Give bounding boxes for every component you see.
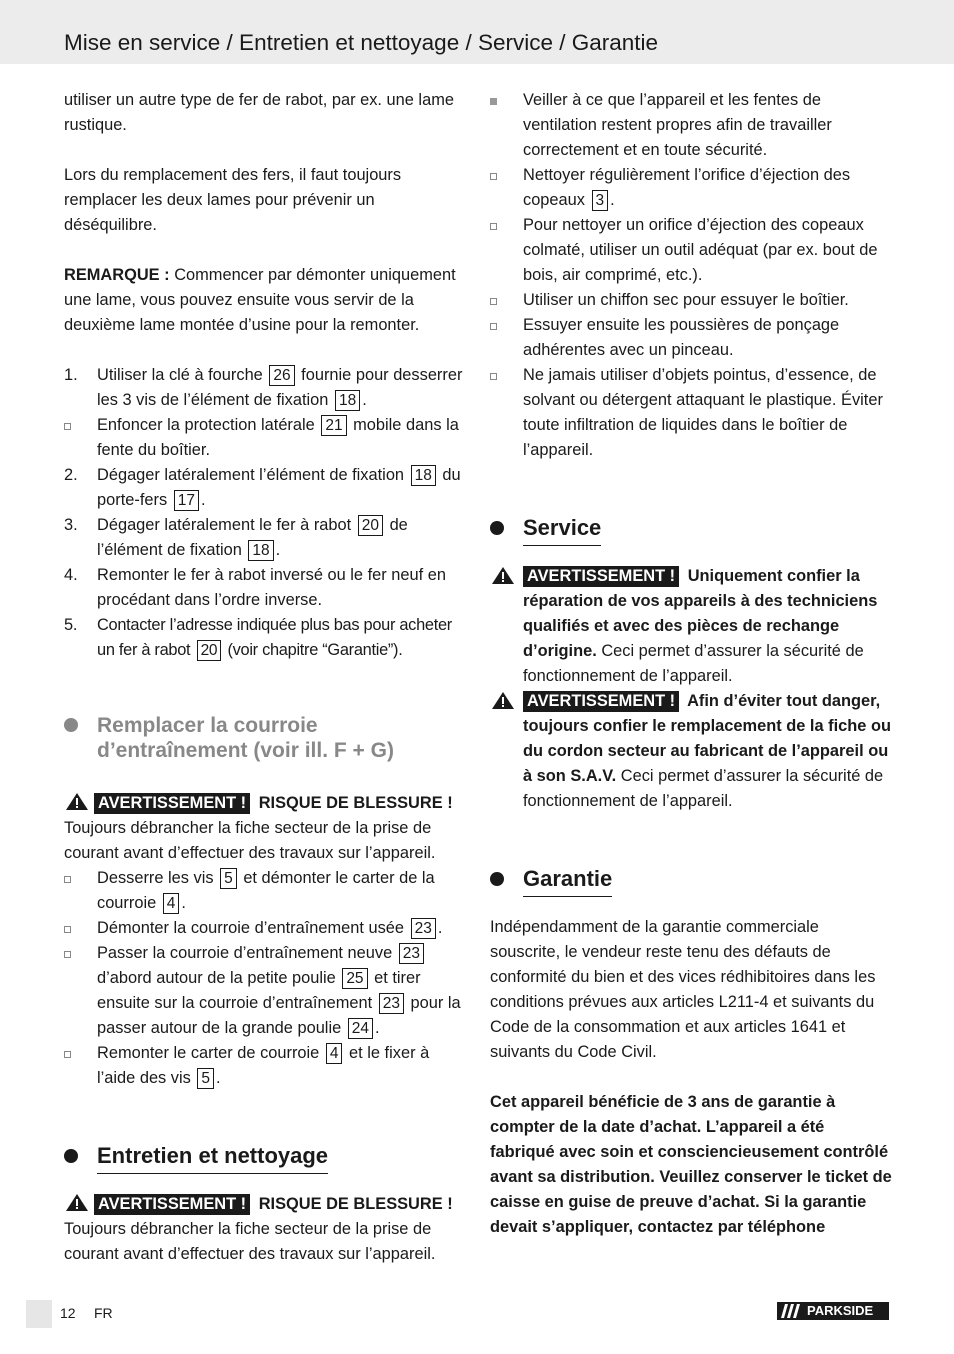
warning-text: Toujours débrancher la fiche secteur de la prise de courant avant d’effectuer des travaux sur l’appareil. [64, 819, 436, 862]
list-item [64, 513, 466, 563]
step-text: et le fixer à l’aide des vis [97, 1044, 430, 1087]
warning-paragraph [64, 791, 466, 866]
warning-triangle-icon [64, 791, 90, 812]
list-item [64, 413, 466, 463]
warning-triangle-icon [64, 1192, 90, 1213]
list-item [64, 563, 466, 613]
list-item [490, 363, 892, 463]
warning-bold: Afin d’éviter tout danger, toujours confier le remplacement de la fiche ou du cordon secteur au fabricant de l’appareil ou à son S.A.V. [523, 692, 891, 785]
warning-paragraph [490, 689, 892, 814]
left-column [64, 88, 466, 1267]
warning-label: AVERTISSEMENT ! [523, 566, 679, 587]
list-item [64, 1041, 466, 1091]
warning-paragraph [490, 564, 892, 689]
right-column [490, 88, 892, 1240]
step-text: fournie pour desserrer les 3 vis de l’élément de fixation [97, 366, 463, 409]
step-text: Dégager latéralement l’élément de fixation [97, 466, 409, 484]
item-text: Utiliser un chiffon sec pour essuyer le boîtier. [523, 291, 849, 309]
step-text: du porte-fers [97, 466, 461, 509]
remark-paragraph [64, 263, 466, 338]
part-ref: 3 [592, 190, 609, 211]
warning-label: AVERTISSEMENT ! [94, 1194, 250, 1215]
step-text: de l’élément de fixation [97, 516, 408, 559]
part-ref: 18 [248, 540, 273, 561]
step-text: Enfoncer la protection latérale [97, 416, 320, 434]
step-number: 1. [64, 366, 78, 384]
remark-label: REMARQUE : [64, 266, 170, 284]
part-ref: 26 [269, 365, 294, 386]
step-text: . [375, 1019, 380, 1037]
warning-label: AVERTISSEMENT ! [523, 691, 679, 712]
step-text: Démonter la courroie d’entraînement usée [97, 919, 409, 937]
item-text: . [610, 191, 615, 209]
item-text: Veiller à ce que l’appareil et les fentes de ventilation restent propres afin de travailler correctement et en toute sécurité. [523, 91, 832, 159]
list-item [64, 363, 466, 413]
step-text: . [275, 541, 281, 559]
warning-text: Toujours débrancher la fiche secteur de la prise de courant avant d’effectuer des travaux sur l’appareil. [64, 1220, 436, 1263]
list-item [64, 916, 466, 941]
bullet-dot-icon [490, 521, 504, 535]
section-heading [64, 1141, 466, 1174]
footer-marker [26, 1300, 52, 1328]
part-ref: 5 [197, 1068, 214, 1089]
bullet-dot-icon [490, 872, 504, 886]
logo-stripes-icon [781, 1304, 801, 1318]
warning-bold: Uniquement confier la réparation de vos appareils à des techniciens qualifiés et avec des pièces de rechange d’origine. [523, 567, 878, 660]
step-number: 2. [64, 466, 78, 484]
step-text: . [362, 391, 367, 409]
brand-logo [777, 1302, 889, 1320]
part-ref: 20 [358, 515, 383, 536]
item-text: Nettoyer régulièrement l’orifice d’éjection des copeaux [523, 166, 851, 209]
step-number: 3. [64, 516, 78, 534]
bullet-dot-icon [64, 718, 78, 732]
paragraph: Indépendamment de la garantie commerciale souscrite, le vendeur reste tenu des défauts de conformité du bien et des vices rédhibitoires dans les conditions prévues aux articles L211-4 et suivants du Code de la consommation et aux articles 1641 et suivants du Code Civil. [490, 918, 876, 1061]
part-ref: 25 [342, 968, 367, 989]
section-heading-text: Garantie [523, 864, 612, 897]
step-text: . [216, 1069, 221, 1087]
step-text: (voir chapitre “Garantie”). [223, 641, 403, 659]
part-ref: 18 [411, 465, 436, 486]
warning-label: AVERTISSEMENT ! [94, 793, 250, 814]
list-item [490, 163, 892, 213]
remark-text: Commencer par démonter uniquement une lame, vous pouvez ensuite vous servir de la deuxième lame montée d’usine pour la remonter. [64, 266, 456, 334]
section-heading-text: Entretien et nettoyage [97, 1141, 328, 1174]
step-text: . [200, 491, 206, 509]
part-ref: 24 [348, 1018, 373, 1039]
list-item [64, 613, 466, 663]
warning-text: Ceci permet d’assurer la sécurité de fonctionnement de l’appareil. [523, 767, 884, 810]
step-text: Dégager latéralement le fer à rabot [97, 516, 356, 534]
item-text: Pour nettoyer un orifice d’éjection des copeaux colmaté, utiliser un outil adéquat (par ex. bout de bois, air comprimé, etc.). [523, 216, 878, 284]
part-ref: 20 [197, 640, 222, 661]
part-ref: 4 [326, 1043, 343, 1064]
paragraph: Cet appareil bénéficie de 3 ans de garantie à compter de la date d’achat. L’appareil a été fabriqué avec soin et consciencieusement contrôlé avant sa distribution. Veuillez conserver le ticket de caisse en guise de preuve d’achat. Si la garantie devait s’appliquer, contactez par téléphone [490, 1093, 892, 1236]
page-title: Mise en service / Entretien et nettoyage / Service / Garantie [64, 30, 659, 55]
step-text: . [181, 894, 186, 912]
language-code: FR [94, 1305, 113, 1321]
warning-triangle-icon [490, 690, 516, 711]
part-ref: 23 [411, 918, 436, 939]
section-heading-text: Service [523, 513, 601, 546]
item-text: Ne jamais utiliser d’objets pointus, d’essence, de solvant ou détergent attaquant le plastique. Éviter toute infiltration de liquides dans le boîtier de l’appareil. [523, 366, 883, 459]
step-text: et démonter le carter de la courroie [97, 869, 435, 912]
section-heading-text: Remplacer la courroie d’entraînement (voir ill. F + G) [97, 714, 394, 762]
paragraph: Lors du remplacement des fers, il faut toujours remplacer les deux lames pour prévenir un déséquilibre. [64, 166, 402, 234]
step-text: pour la passer autour de la grande poulie [97, 994, 461, 1037]
page-number: 12 [60, 1305, 76, 1321]
step-text: mobile dans la fente du boîtier. [97, 416, 459, 459]
step-text: Contacter l’adresse indiquée plus bas pour acheter un fer à rabot [97, 616, 452, 659]
step-text: Remonter le carter de courroie [97, 1044, 324, 1062]
item-text: Essuyer ensuite les poussières de ponçage adhérentes avec un pinceau. [523, 316, 840, 359]
step-text: Passer la courroie d’entraînement neuve [97, 944, 397, 962]
step-text: . [437, 919, 443, 937]
paragraph: utiliser un autre type de fer de rabot, par ex. une lame rustique. [64, 91, 454, 134]
list-item [490, 88, 892, 163]
list-item [490, 213, 892, 288]
part-ref: 23 [379, 993, 404, 1014]
brand-name: PARKSIDE [807, 1303, 874, 1318]
warning-text: Ceci permet d’assurer la sécurité de fonctionnement de l’appareil. [523, 642, 864, 685]
step-text: Remonter le fer à rabot inversé ou le fer neuf en procédant dans l’ordre inverse. [97, 566, 446, 609]
step-text: Desserre les vis [97, 869, 219, 887]
section-heading [64, 713, 466, 763]
list-item [64, 941, 466, 1041]
part-ref: 21 [321, 415, 346, 436]
section-heading [490, 513, 892, 546]
warning-triangle-icon [490, 565, 516, 586]
list-item [64, 866, 466, 916]
list-item [64, 463, 466, 513]
step-number: 5. [64, 616, 78, 634]
page-header [0, 0, 954, 64]
step-text: d’abord autour de la petite poulie [97, 969, 341, 987]
part-ref: 17 [174, 490, 199, 511]
step-text: et tirer ensuite sur la courroie d’entraînement [97, 969, 421, 1012]
step-text: Utiliser la clé à fourche [97, 366, 268, 384]
warning-paragraph [64, 1192, 466, 1267]
part-ref: 5 [220, 868, 237, 889]
step-number: 4. [64, 566, 78, 584]
warning-bold: RISQUE DE BLESSURE ! [254, 794, 453, 812]
section-heading [490, 864, 892, 897]
part-ref: 18 [335, 390, 360, 411]
part-ref: 23 [399, 943, 424, 964]
list-item [490, 313, 892, 363]
list-item [490, 288, 892, 313]
part-ref: 4 [163, 893, 180, 914]
warning-bold: RISQUE DE BLESSURE ! [254, 1195, 453, 1213]
bullet-dot-icon [64, 1149, 78, 1163]
